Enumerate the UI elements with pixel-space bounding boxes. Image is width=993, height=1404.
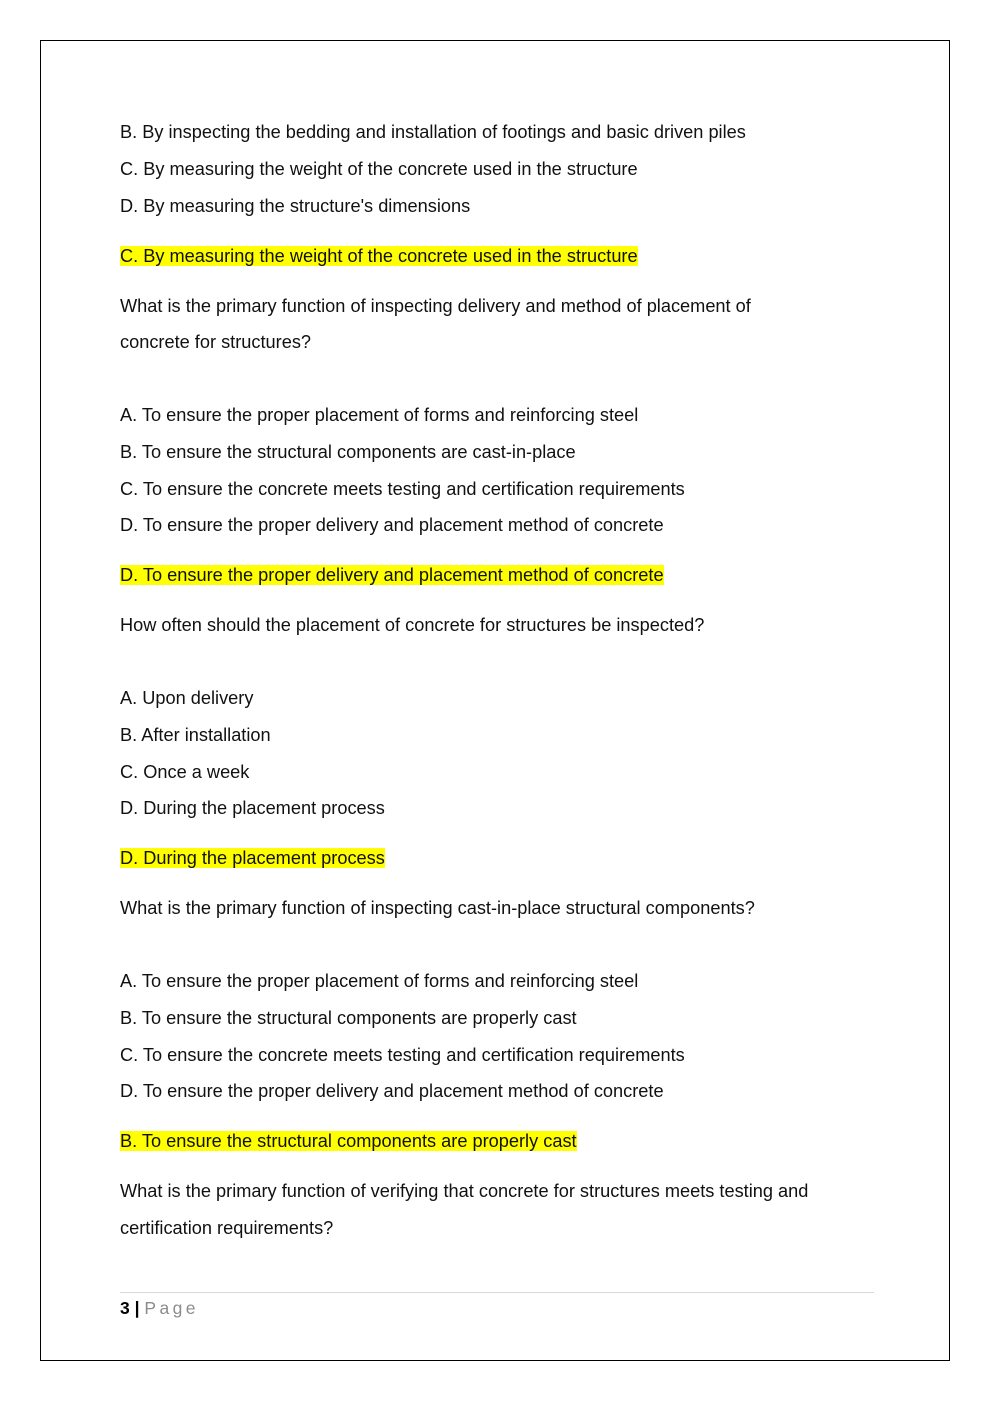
- answer-option: B. By inspecting the bedding and installation of footings and basic driven piles: [120, 122, 746, 142]
- question-text: concrete for structures?: [120, 332, 312, 352]
- answer-option: C. To ensure the concrete meets testing and certification requirements: [120, 479, 685, 499]
- answer-option: D. To ensure the proper delivery and placement method of concrete: [120, 1081, 664, 1101]
- answer-option: C. To ensure the concrete meets testing and certification requirements: [120, 1045, 685, 1065]
- highlighted-answer: D. To ensure the proper delivery and placement method of concrete: [120, 565, 664, 585]
- highlighted-answer: C. By measuring the weight of the concrete used in the structure: [120, 246, 638, 266]
- answer-option: B. After installation: [120, 725, 271, 745]
- question-text: certification requirements?: [120, 1218, 334, 1238]
- answer-option: A. Upon delivery: [120, 688, 254, 708]
- answer-option: D. By measuring the structure's dimensions: [120, 196, 471, 216]
- answer-option: B. To ensure the structural components are properly cast: [120, 1008, 577, 1028]
- question-text: What is the primary function of inspecting delivery and method of placement of: [120, 296, 751, 316]
- answer-option: B. To ensure the structural components are cast-in-place: [120, 442, 576, 462]
- footer-separator: |: [134, 1298, 140, 1318]
- page-label: Page: [144, 1298, 199, 1318]
- highlighted-answer: D. During the placement process: [120, 848, 385, 868]
- answer-option: D. During the placement process: [120, 798, 385, 818]
- answer-option: A. To ensure the proper placement of forms and reinforcing steel: [120, 405, 639, 425]
- answer-option: C. Once a week: [120, 762, 250, 782]
- question-text: What is the primary function of inspecting cast-in-place structural components?: [120, 898, 755, 918]
- highlighted-answer: B. To ensure the structural components are properly cast: [120, 1131, 577, 1151]
- question-text: How often should the placement of concrete for structures be inspected?: [120, 615, 705, 635]
- answer-option: C. By measuring the weight of the concrete used in the structure: [120, 159, 638, 179]
- answer-option: A. To ensure the proper placement of forms and reinforcing steel: [120, 971, 639, 991]
- page-number: 3: [120, 1298, 130, 1318]
- page-footer: [120, 1297, 199, 1319]
- question-text: What is the primary function of verifying that concrete for structures meets testing and: [120, 1181, 809, 1201]
- footer-divider: [120, 1292, 874, 1293]
- answer-option: D. To ensure the proper delivery and placement method of concrete: [120, 515, 664, 535]
